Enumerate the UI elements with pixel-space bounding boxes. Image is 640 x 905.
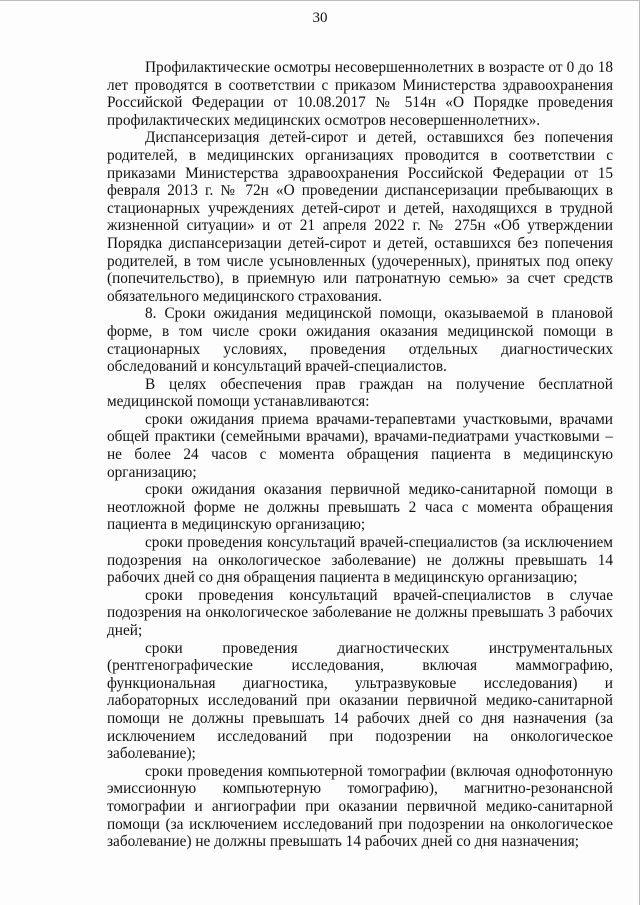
- paragraph-oncology-consult-wait: сроки проведения консультаций врачей-специалистов в случае подозрения на онкологическое заболевание не должны превышать 3 рабочих дней;: [107, 586, 613, 639]
- paragraph-urgent-care-wait: сроки ожидания оказания первичной медико-санитарной помощи в неотложной форме не должны превышать 2 часа с момента обращения пациента в медицинскую организацию;: [107, 481, 613, 534]
- paragraph-ct-mri-wait: сроки проведения компьютерной томографии (включая однофотонную эмиссионную компьютерную томографию), магнитно-резонансной томографии и ангиографии при оказании первичной медико-санитарной помощи (за исключением исследований при подозрении на онкологическое заболевание) не должны превышать 14 рабочих дней со дня назначения;: [107, 762, 613, 851]
- paragraph-diagnostics-wait: сроки проведения диагностических инструментальных (рентгенографические исследования, включая маммографию, функциональная диагностика, ультразвуковые исследования) и лабораторных исследований при оказании первичной медико-санитарной помощи не должны превышать 14 рабочих дней со дня назначения (за исключением исследований при подозрении на онкологическое заболевание);: [107, 639, 613, 763]
- paragraph-rights-intro: В целях обеспечения прав граждан на получение бесплатной медицинской помощи устанавливаются:: [107, 375, 613, 411]
- document-body: [107, 59, 613, 851]
- scan-edge-top: [0, 0, 640, 1]
- paragraph-specialist-consult-wait: сроки проведения консультаций врачей-специалистов (за исключением подозрения на онкологическое заболевание) не должны превышать 14 рабочих дней со дня обращения пациента в медицинскую организацию;: [107, 534, 613, 587]
- page-number: 30: [312, 10, 328, 26]
- paragraph-preventive-exams: Профилактические осмотры несовершеннолетних в возрасте от 0 до 18 лет проводятся в соответствии с приказом Министерства здравоохранения Российской Федерации от 10.08.2017 № 514н «О Порядке проведения профилактических медицинских осмотров несовершеннолетних».: [107, 59, 613, 129]
- paragraph-section-8-heading: 8. Сроки ожидания медицинской помощи, оказываемой в плановой форме, в том числе сроки ожидания оказания медицинской помощи в стационарных условиях, проведения отдельных диагностических обследований и консультаций врачей-специалистов.: [107, 305, 613, 376]
- paragraph-orphans-dispensarization: Диспансеризация детей-сирот и детей, оставшихся без попечения родителей, в медицинских организациях проводится в соответствии с приказами Министерства здравоохранения Российской Федерации от 15 февраля 2013 г. № 72н «О проведении диспансеризации пребывающих в стационарных учреждениях детей-сирот и детей, находящихся в трудной жизненной ситуации» и от 21 апреля 2022 г. № 275н «Об утверждении Порядка диспансеризации детей-сирот и детей, оставшихся без попечения родителей, в том числе усыновленных (удочеренных), принятых под опеку (попечительство), в приемную или патронатную семью» за счет средств обязательного медицинского страхования.: [107, 129, 613, 305]
- paragraph-therapist-wait: сроки ожидания приема врачами-терапевтами участковыми, врачами общей практики (семейными врачами), врачами-педиатрами участковыми – не более 24 часов с момента обращения пациента в медицинскую организацию;: [107, 410, 613, 481]
